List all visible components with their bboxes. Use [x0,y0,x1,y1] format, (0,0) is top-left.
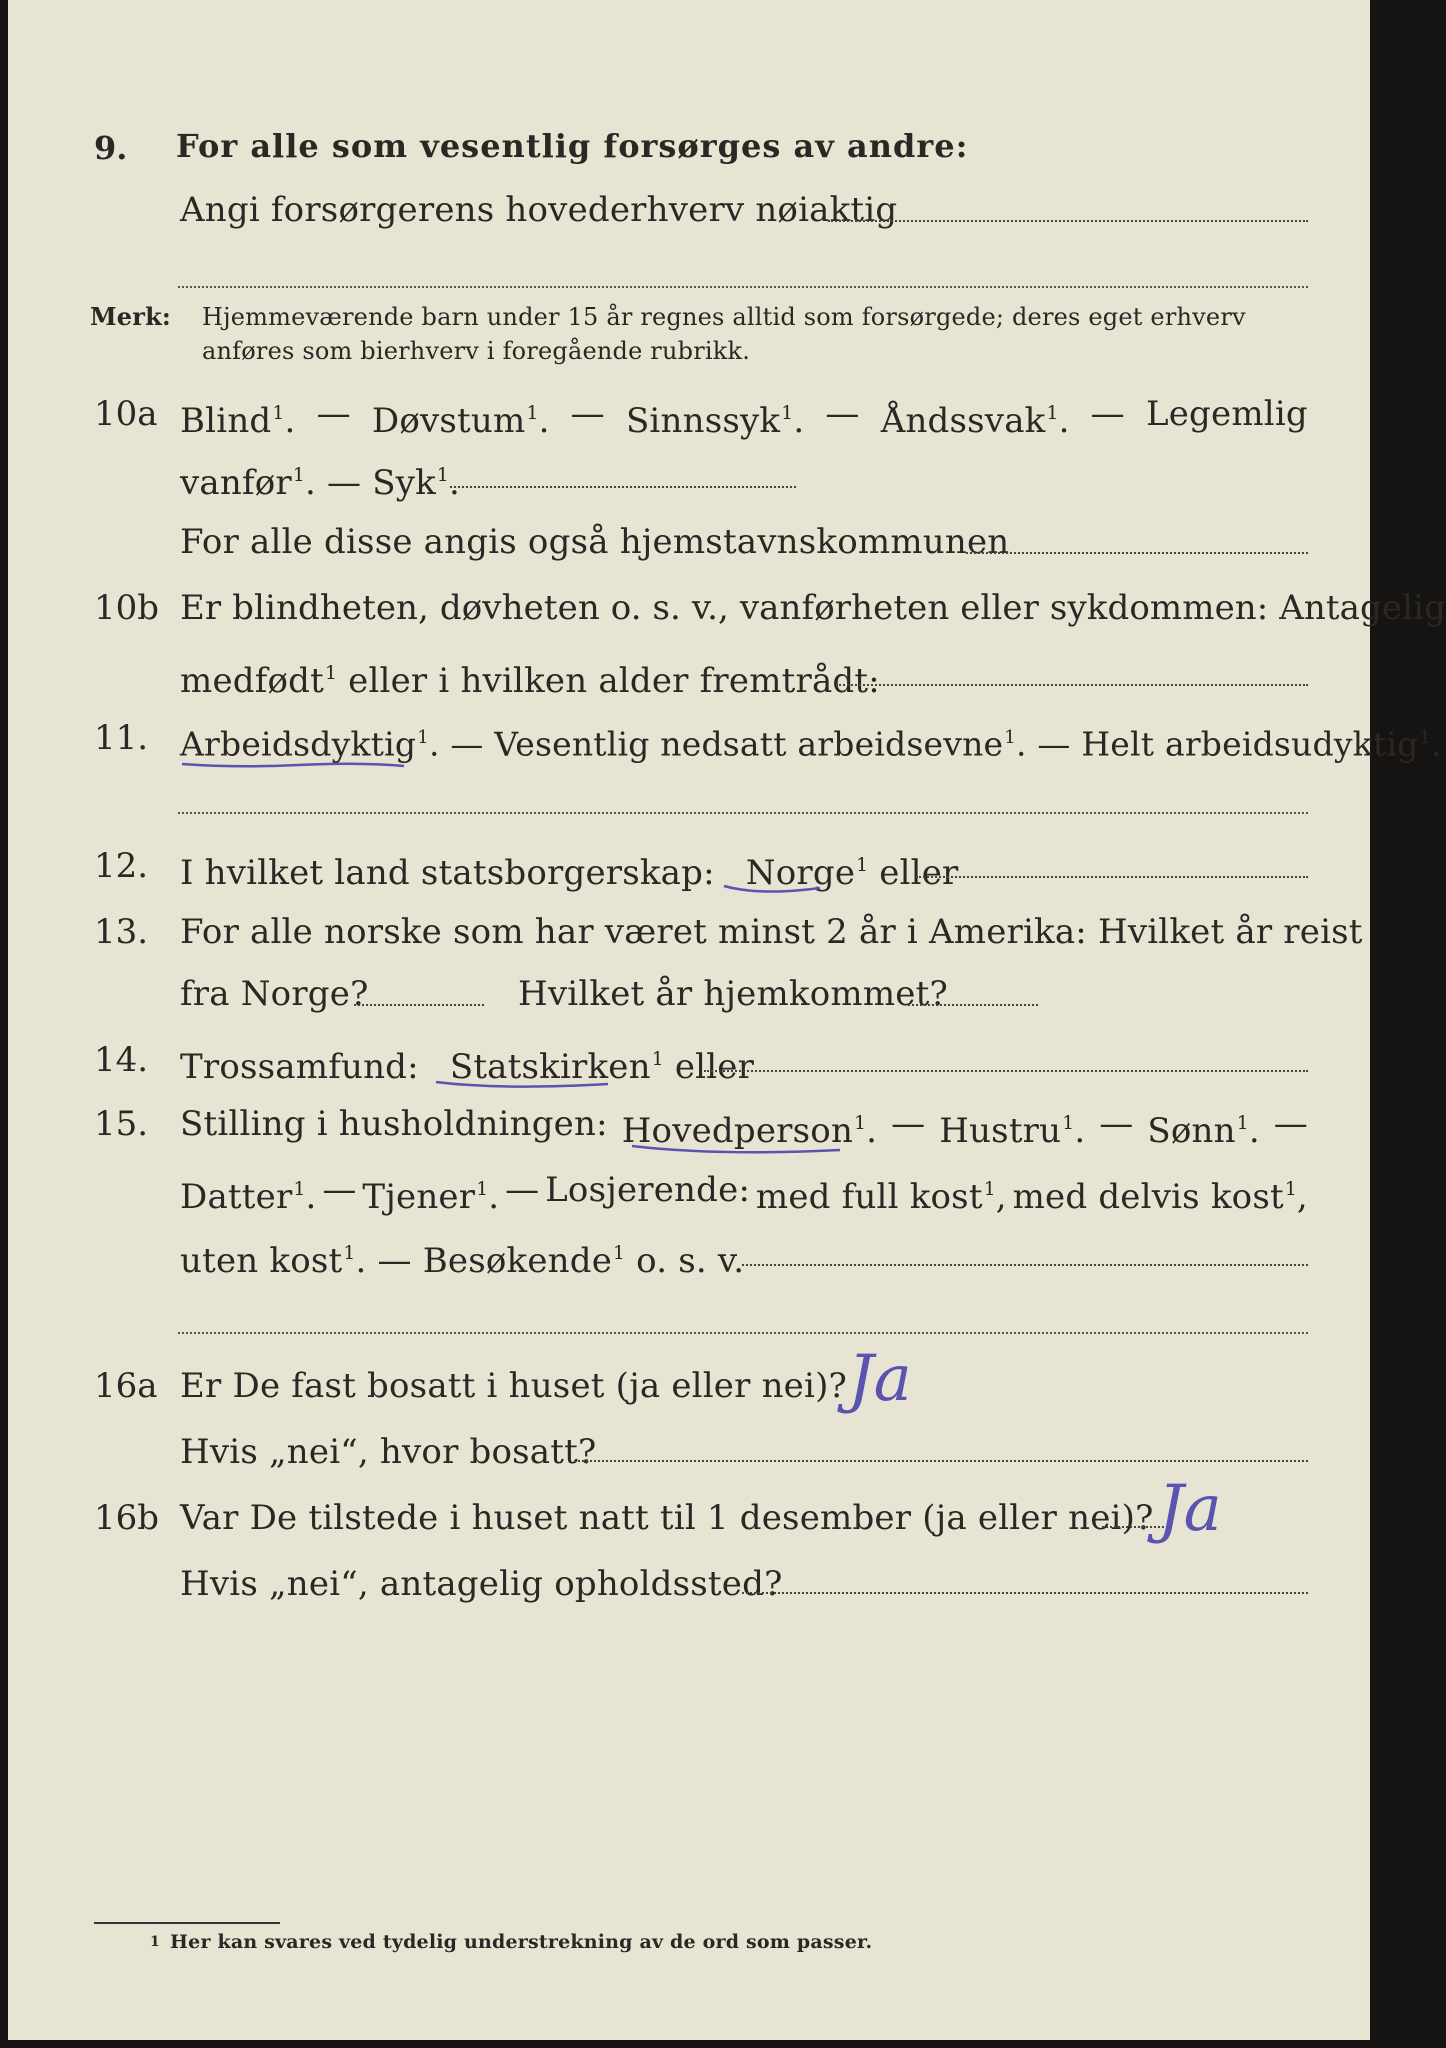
q11-arbeidsdyktig[interactable]: Arbeidsdyktig [180,724,417,764]
q16b-number: 16b [94,1498,160,1538]
q15-answer-line-2[interactable] [178,1332,1308,1334]
q9-answer-line[interactable] [828,220,1308,222]
footnote-text: Her kan svares ved tydelig understrekning av de ord som passer. [170,1931,873,1953]
census-form-page [8,0,1446,2040]
q16b-line-1: Var De tilstede i huset natt til 1 desember (ja eller nei)? [180,1498,1154,1538]
q15-besokende[interactable]: Besøkende [422,1241,613,1282]
q10a-syk-line[interactable] [450,486,796,488]
merk-line-2: anføres som bierhverv i foregående rubrikk. [202,337,751,365]
q16b-line-2: Hvis „nei“, antagelig opholdssted? [180,1564,783,1604]
q16b-handwritten-answer[interactable]: Ja [1158,1472,1222,1546]
q15-line-1: Stilling i husholdningen: Hovedperson$^1$. — Hustru$^1$. — Sønn$^1$. — [180,1104,1308,1152]
q14-underline-mark [432,1076,612,1092]
footnote-rule [94,1922,280,1924]
q14-line: Trossamfund: Statskirken$^1$ eller [180,1047,755,1088]
q13-reist-line[interactable] [354,1004,484,1006]
q15-tjener[interactable]: Tjener [362,1177,476,1218]
q12-underline-mark [720,880,824,898]
q11-udyktig[interactable]: Helt arbeidsudyktig [1081,724,1419,764]
q16a-number: 16a [94,1366,158,1406]
q9-heading: For alle som vesentlig forsørges av andre: [176,127,969,165]
q16a-line-2: Hvis „nei“, hvor bosatt? [180,1432,597,1472]
q10b-answer-line[interactable] [836,684,1308,686]
q10a-sinnssyk[interactable]: Sinnssyk [625,401,781,442]
q10a-number: 10a [94,394,158,434]
footnote-mark: 1 [150,1934,160,1950]
q10b-number: 10b [94,588,160,628]
q16b-answer-line[interactable] [742,1592,1308,1594]
q12-line: I hvilket land statsborgerskap: Norge$^1$ eller [180,853,959,894]
q10b-line-1: Er blindheten, døvheten o. s. v., vanførheten eller sykdommen: Antagelig [180,588,1446,628]
q10a-line-1: Blind$^1$. — Døvstum$^1$. — Sinnssyk$^1$. — Åndssvak$^1$. — Legemlig [180,394,1308,442]
q10a-blind[interactable]: Blind [180,401,272,442]
q15-losjerende: Losjerende: [545,1170,751,1210]
q11-number: 11. [94,718,149,758]
q10a-dovstum[interactable]: Døvstum [371,401,526,442]
q9-question: Angi forsørgerens hovederhverv nøiaktig [180,190,898,230]
q13-hjemkommet-line[interactable] [908,1004,1038,1006]
q16a-line-1: Er De fast bosatt i huset (ja eller nei)? [180,1366,847,1406]
q10a-line-2: vanfør$^1$. — Syk$^1$. [180,463,461,504]
q11-line: Arbeidsdyktig$^1$. — Vesentlig nedsatt arbeidsevne$^1$. — Helt arbeidsudyktig$^1$. [180,724,1442,764]
q15-hustru[interactable]: Hustru [939,1111,1062,1152]
q12-answer-line[interactable] [916,876,1308,878]
q15-line-2: Datter$^1$. — Tjener$^1$. — Losjerende: med full kost$^1$, med delvis kost$^1$, [180,1170,1308,1218]
q11-answer-line[interactable] [178,812,1308,814]
q13-line-1: For alle norske som har været minst 2 år i Amerika: Hvilket år reist [180,912,1363,952]
q15-full-kost[interactable]: med full kost [755,1177,983,1218]
q15-sonn[interactable]: Sønn [1147,1111,1236,1152]
q15-datter[interactable]: Datter [180,1177,293,1218]
q15-answer-line[interactable] [742,1264,1308,1266]
q10a-vanfor[interactable]: vanfør [180,463,292,504]
q10a-legemlig[interactable]: Legemlig [1145,394,1308,434]
q10a-andssvak[interactable]: Åndssvak [880,401,1046,442]
q9-number: 9. [94,129,128,167]
q15-delvis-kost[interactable]: med delvis kost [1012,1177,1284,1218]
q15-line-3: uten kost$^1$. — Besøkende$^1$ o. s. v. [180,1241,745,1282]
q13-number: 13. [94,912,149,952]
q10a-line-3: For alle disse angis også hjemstavnskommunen [180,522,1010,562]
q11-nedsatt[interactable]: Vesentlig nedsatt arbeidsevne [494,724,1004,764]
q14-answer-line[interactable] [704,1070,1308,1072]
q9-answer-line-2[interactable] [178,286,1308,288]
q10a-syk[interactable]: Syk [372,463,436,504]
q10b-line-2: medfødt$^1$ eller i hvilken alder fremtrådt: [180,661,880,702]
q10b-medfodt[interactable]: medfødt [180,661,325,702]
q15-hovedperson[interactable]: Hovedperson [621,1111,854,1152]
q13-line-2b: Hvilket år hjemkommet? [518,974,948,1014]
q14-statskirken[interactable]: Statskirken [449,1047,651,1088]
q12-number: 12. [94,846,149,886]
q15-uten-kost[interactable]: uten kost [180,1241,343,1282]
q16a-handwritten-answer[interactable]: Ja [848,1342,912,1416]
q12-norge[interactable]: Norge [745,853,856,894]
merk-line-1: Hjemmeværende barn under 15 år regnes alltid som forsørgede; deres eget erhverv [202,303,1246,331]
merk-label: Merk: [90,302,171,331]
q15-number: 15. [94,1104,149,1144]
q16a-answer-line[interactable] [574,1460,1308,1462]
q14-number: 14. [94,1040,149,1080]
q13-line-2a: fra Norge? [180,974,369,1014]
q11-underline-mark [178,756,408,772]
q15-underline-mark [628,1142,844,1158]
q10a-hjemstavn-line[interactable] [966,552,1308,554]
